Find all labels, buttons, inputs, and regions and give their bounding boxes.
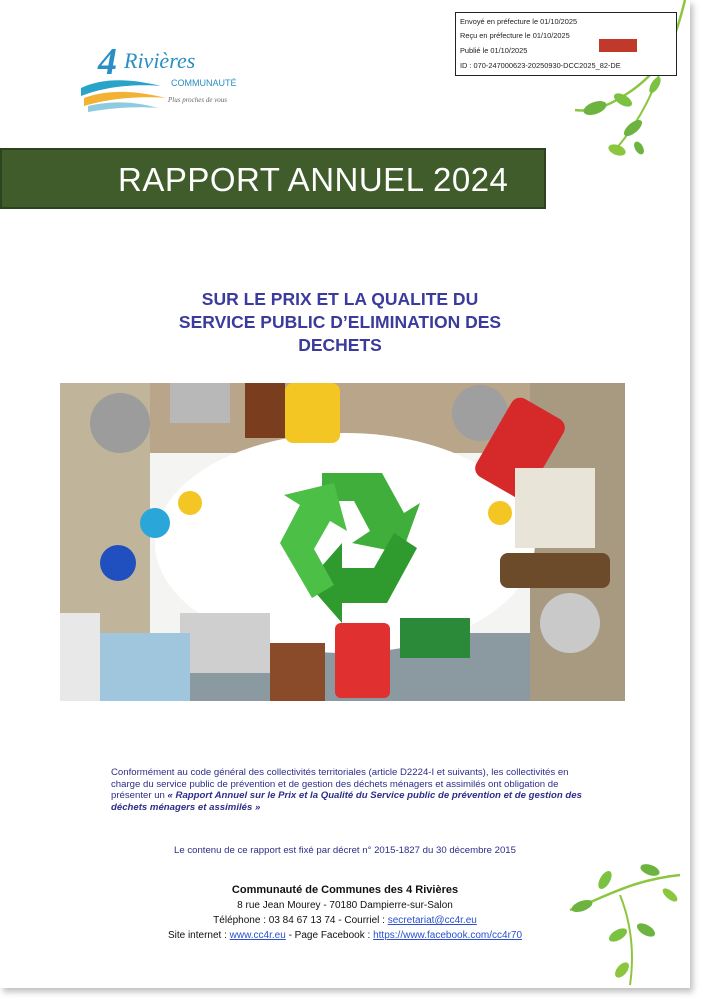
stamp-id: ID : 070-247000623-20250930-DCC2025_82-DE bbox=[460, 61, 621, 70]
svg-text:Plus proches de vous: Plus proches de vous bbox=[168, 96, 228, 104]
address: 8 rue Jean Mourey - 70180 Dampierre-sur-Salon bbox=[237, 900, 453, 911]
recycling-photo bbox=[60, 383, 625, 701]
svg-text:Rivières: Rivières bbox=[124, 48, 196, 73]
recycling-image bbox=[60, 383, 625, 701]
svg-text:4: 4 bbox=[98, 41, 117, 83]
prefecture-stamp bbox=[455, 12, 677, 76]
company-logo bbox=[76, 36, 246, 116]
report-subtitle bbox=[130, 288, 550, 357]
subtitle-line-2: SERVICE PUBLIC D’ELIMINATION DES bbox=[178, 312, 502, 332]
site-prefix: Site internet : bbox=[167, 930, 230, 941]
organization-name: Communauté de Communes des 4 Rivières bbox=[231, 884, 459, 896]
page-title: RAPPORT ANNUEL 2024 bbox=[118, 161, 509, 198]
website-link[interactable]: www.cc4r.eu bbox=[229, 930, 286, 941]
stamp-received: Reçu en préfecture le 01/10/2025 bbox=[460, 31, 570, 40]
web-line bbox=[120, 928, 570, 943]
subtitle-line-3: DECHETS bbox=[298, 335, 382, 355]
phone-text: Téléphone : 03 84 67 13 74 - Courriel : bbox=[213, 915, 388, 926]
decree-note: Le contenu de ce rapport est fixé par décret n° 2015-1827 du 30 décembre 2015 bbox=[174, 845, 516, 856]
contact-footer bbox=[120, 883, 570, 943]
email-link[interactable]: secretariat@cc4r.eu bbox=[387, 915, 477, 926]
berger-levrault-logo bbox=[599, 39, 637, 52]
stamp-published: Publié le 01/10/2025 bbox=[460, 46, 528, 55]
intro-text: Conformément au code général des collectivités territoriales (article D2224-I et suivants), les collectivités en charge du service public de prévention et de gestion des déchets ménagers et assimilés ont obligation de présenter un bbox=[111, 767, 569, 801]
report-title-quote: « Rapport Annuel sur le Prix et la Qualité du Service public de prévention et de gestion des déchets ménagers et assimilés » bbox=[111, 790, 582, 813]
vine-decoration-bottom bbox=[560, 850, 690, 988]
facebook-prefix: - Page Facebook : bbox=[285, 930, 374, 941]
subtitle-line-1: SUR LE PRIX ET LA QUALITE DU bbox=[201, 289, 479, 309]
stamp-sent: Envoyé en préfecture le 01/10/2025 bbox=[460, 17, 578, 26]
title-banner bbox=[0, 148, 546, 209]
phone-email-line bbox=[120, 913, 570, 928]
facebook-link[interactable]: https://www.facebook.com/cc4r70 bbox=[373, 930, 523, 941]
intro-paragraph bbox=[111, 767, 591, 813]
svg-text:COMMUNAUTÉ: COMMUNAUTÉ bbox=[171, 78, 237, 88]
